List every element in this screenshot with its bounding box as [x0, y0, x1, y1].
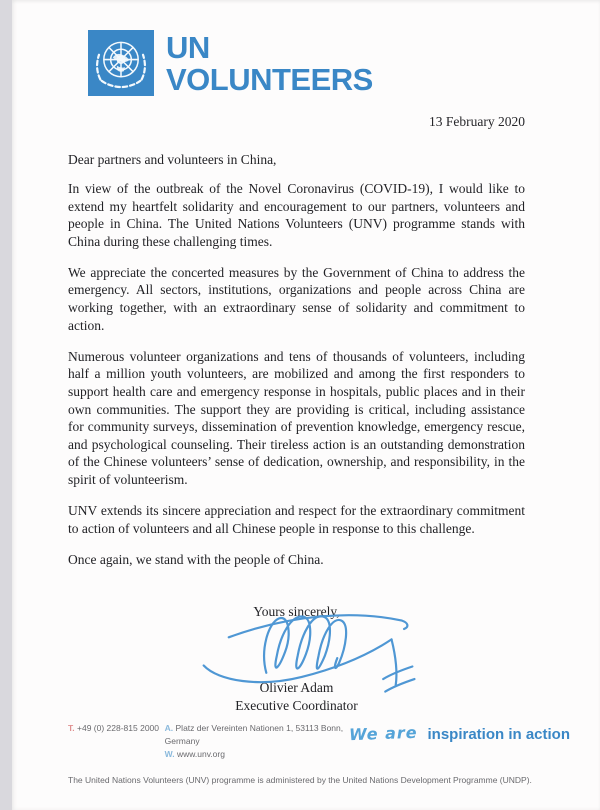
- signature-scribble-icon: [183, 606, 431, 702]
- un-emblem-icon: [88, 30, 154, 96]
- contact-address: [165, 722, 350, 761]
- tagline-text: inspiration in action: [427, 726, 570, 743]
- letter-content: [68, 0, 525, 714]
- logo-wordmark-line2: VOLUNTEERS: [166, 61, 373, 97]
- closing-salutation: Yours sincerely,: [253, 604, 340, 620]
- letter-paragraph: UNV extends its sincere appreciation and respect for the extraordinary commitment to action of volunteers and all Chinese people in response to this challenge.: [68, 503, 525, 536]
- phone-label: T.: [68, 723, 75, 733]
- web-label: W.: [164, 749, 175, 759]
- signatory-title: Executive Coordinator: [235, 698, 358, 714]
- letter-footer: [68, 722, 570, 785]
- address-label: A.: [164, 723, 174, 733]
- footer-disclaimer: The United Nations Volunteers (UNV) programme is administered by the United Nations Development Programme (UNDP).: [68, 775, 532, 785]
- phone-value: +49 (0) 228-815 2000: [77, 723, 159, 733]
- brand-tagline: [349, 722, 570, 744]
- letter-greeting: Dear partners and volunteers in China,: [68, 152, 277, 167]
- logo-wordmark: [166, 29, 373, 97]
- closing-block: [68, 604, 525, 714]
- logo-wordmark-line1: UN: [166, 29, 210, 65]
- letter-date: 13 February 2020: [429, 114, 525, 129]
- letter-paper: [12, 0, 600, 810]
- contact-row: [68, 722, 570, 761]
- letter-paragraph: Once again, we stand with the people of China.: [68, 551, 324, 567]
- unv-logo: [88, 30, 525, 96]
- address-value: Platz der Vereinten Nationen 1, 53113 Bonn, Germany: [164, 723, 344, 746]
- web-value: www.unv.org: [176, 749, 225, 759]
- tagline-script: We are: [349, 722, 419, 745]
- signatory-name: Olivier Adam: [259, 680, 334, 696]
- contact-phone: [68, 722, 165, 735]
- letter-paragraph: Numerous volunteer organizations and tens of thousands of volunteers, including half a million youth volunteers, are mobilized and among the first responders to support health care and emergency response in hospitals, public places and in their own communities. The support they are providing is critical, including assistance for community surveys, dissemination of prevention knowledge, emergency rescue, and psychological counseling. Their tireless action is an outstanding demonstration of the Chinese volunteers’ sense of dedication, ownership, and responsibility, in the spirit of volunteerism.: [68, 348, 525, 487]
- letter-paragraph: We appreciate the concerted measures by the Government of China to address the emergency. All sectors, institutions, organizations and people across China are working together, with an extraordinary sense of solidarity and commitment to action.: [68, 264, 525, 333]
- letter-paragraph: In view of the outbreak of the Novel Coronavirus (COVID-19), I would like to extend my heartfelt solidarity and encouragement to our partners, volunteers and people in China. The United Nations Volunteers (UNV) programme stands with China during these challenging times.: [68, 181, 525, 249]
